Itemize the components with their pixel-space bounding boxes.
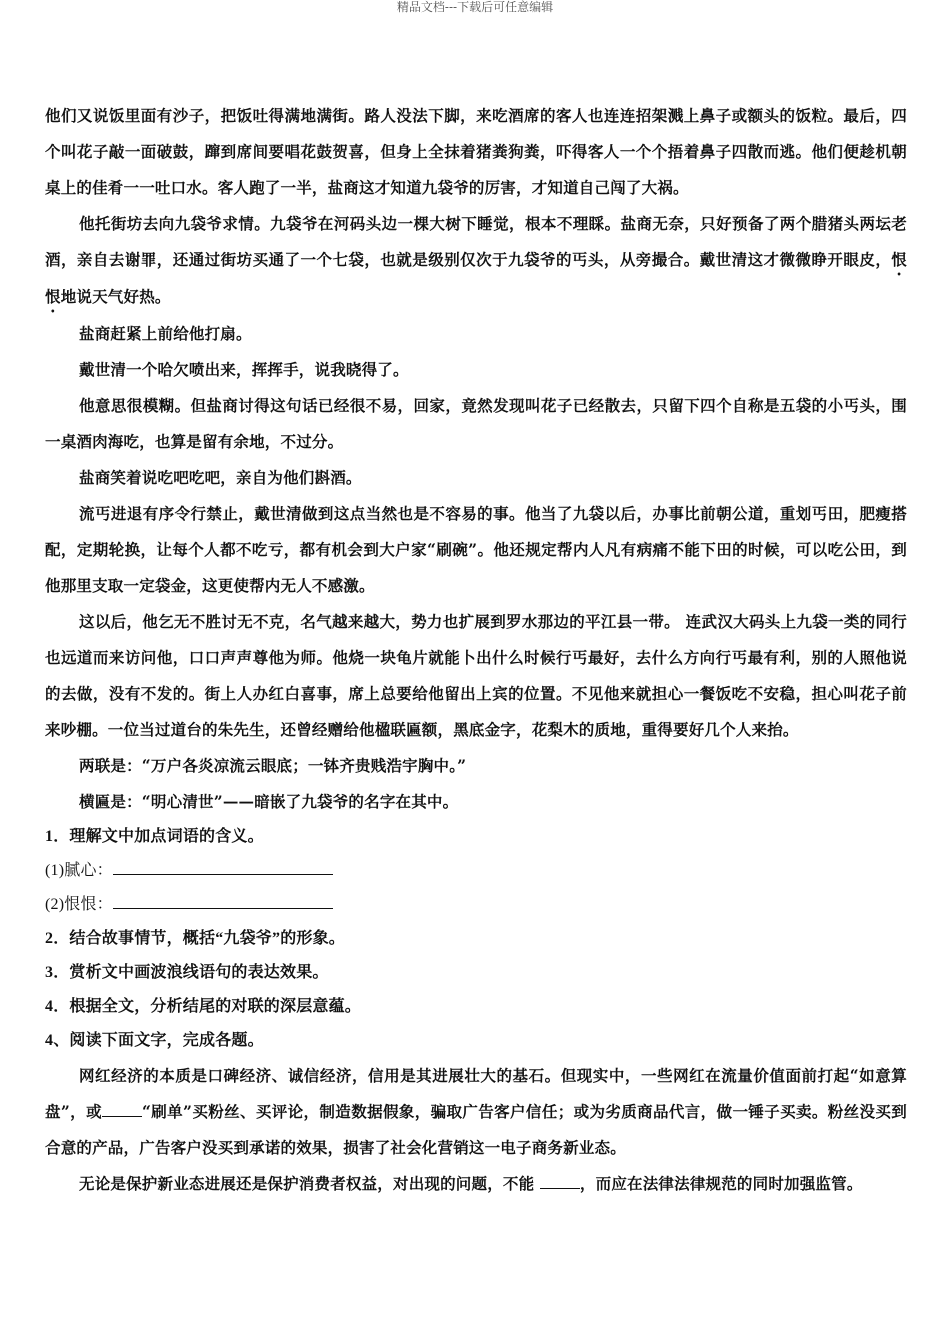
paragraph: 他托街坊去向九袋爷求情。九袋爷在河码头边一棵大树下睡觉，根本不理睬。盐商无奈，只好预备了两个腊猪头两坛老酒，亲自去谢罪，还通过街坊买通了一个七袋，也就是级别仅次于九袋爷的丐头，从旁撮合。戴世清这才微微睁开眼皮，恨恨地说天气好热。 (45, 214, 907, 306)
plaque-line: 横匾是：“明心清世”——暗嵌了九袋爷的名字在其中。 (79, 792, 459, 811)
answer-blank[interactable] (113, 890, 333, 909)
paragraph: 这以后，他乞无不胜讨无不克，名气越来越大，势力也扩展到罗水那边的平江县一带。 连武汉大码头上九袋一类的同行也远道而来访问他，口口声声尊他为师。他烧一块龟片就能卜出什么时候行丐最好，去什么方向行丐最有利，别的人照他说的去做，没有不发的。街上人办红白喜事，席上总要给他留出上宾的位置。不见他来就担心一餐饭吃不安稳，担心叫花子前来吵棚。一位当过道台的朱先生，还曾经赠给他楹联匾额，黑底金字，花梨木的质地，重得要好几个人来抬。 (45, 612, 907, 739)
question-4: 4．根据全文，分析结尾的对联的深层意蕴。 (45, 998, 362, 1015)
document-body (45, 98, 907, 1202)
paragraph: 网红经济的本质是口碑经济、诚信经济，信用是其进展壮大的基石。但现实中，一些网红在流量价值面前打起“如意算盘”，或 “刷单”买粉丝、买评论，制造数据假象，骗取广告客户信任；或为劣质商品代言，做一锤子买卖。粉丝没买到合意的产品，广告客户没买到承诺的效果，损害了社会化营销这一电子商务新业态。 (45, 1066, 908, 1157)
paragraph: 盐商笑着说吃吧吃吧，亲自为他们斟酒。 (79, 468, 362, 487)
paragraph: 他意思很模糊。但盐商讨得这句话已经很不易，回家，竟然发现叫花子已经散去，只留下四个自称是五袋的小丐头，围一桌酒肉海吃，也算是留有余地，不过分。 (45, 396, 907, 451)
fill-blank[interactable] (540, 1172, 580, 1189)
dotted-word: 恨恨 (45, 250, 907, 306)
page-header: 精品文档---下载后可任意编辑 (396, 0, 554, 14)
paragraph: 无论是保护新业态进展还是保护消费者权益，对出现的问题，不能 ，而应在法律法律规范的同时加强监管。 (79, 1174, 863, 1193)
paragraph: 他们又说饭里面有沙子，把饭吐得满地满街。路人没法下脚，来吃酒席的客人也连连招架溅上鼻子或额头的饭粒。最后，四个叫花子敲一面破鼓，蹿到席间要唱花鼓贺喜，但身上全抹着猪粪狗粪，吓得客人一个个捂着鼻子四散而逃。他们便趁机朝桌上的佳肴一一吐口水。客人跑了一半，盐商这才知道九袋爷的厉害，才知道自己闯了大祸。 (45, 106, 907, 197)
question-1: 1．理解文中加点词语的含义。 (45, 828, 264, 845)
paragraph: 盐商赶紧上前给他打扇。 (79, 324, 252, 343)
section-heading: 4、阅读下面文字，完成各题。 (45, 1032, 264, 1049)
answer-blank[interactable] (113, 856, 333, 875)
question-1b: (2)恨恨： (45, 888, 907, 922)
question-2: 2．结合故事情节，概括“九袋爷”的形象。 (45, 930, 346, 947)
couplet-line: 两联是：“万户各炎凉流云眼底；一钵齐贵贱浩宇胸中。” (79, 756, 467, 775)
question-1a: (1)腻心： (45, 854, 907, 888)
question-3: 3．赏析文中画波浪线语句的表达效果。 (45, 964, 329, 981)
paragraph: 戴世清一个哈欠喷出来，挥挥手，说我晓得了。 (79, 360, 409, 379)
fill-blank[interactable] (102, 1100, 142, 1117)
paragraph: 流丐进退有序令行禁止，戴世清做到这点当然也是不容易的事。他当了九袋以后，办事比前朝公道，重划丐田，肥瘦搭配，定期轮换，让每个人都不吃亏，都有机会到大户家“刷碗”。他还规定帮内人凡有病痛不能下田的时候，可以吃公田，到他那里支取一定袋金，这更使帮内无人不感激。 (45, 504, 907, 595)
